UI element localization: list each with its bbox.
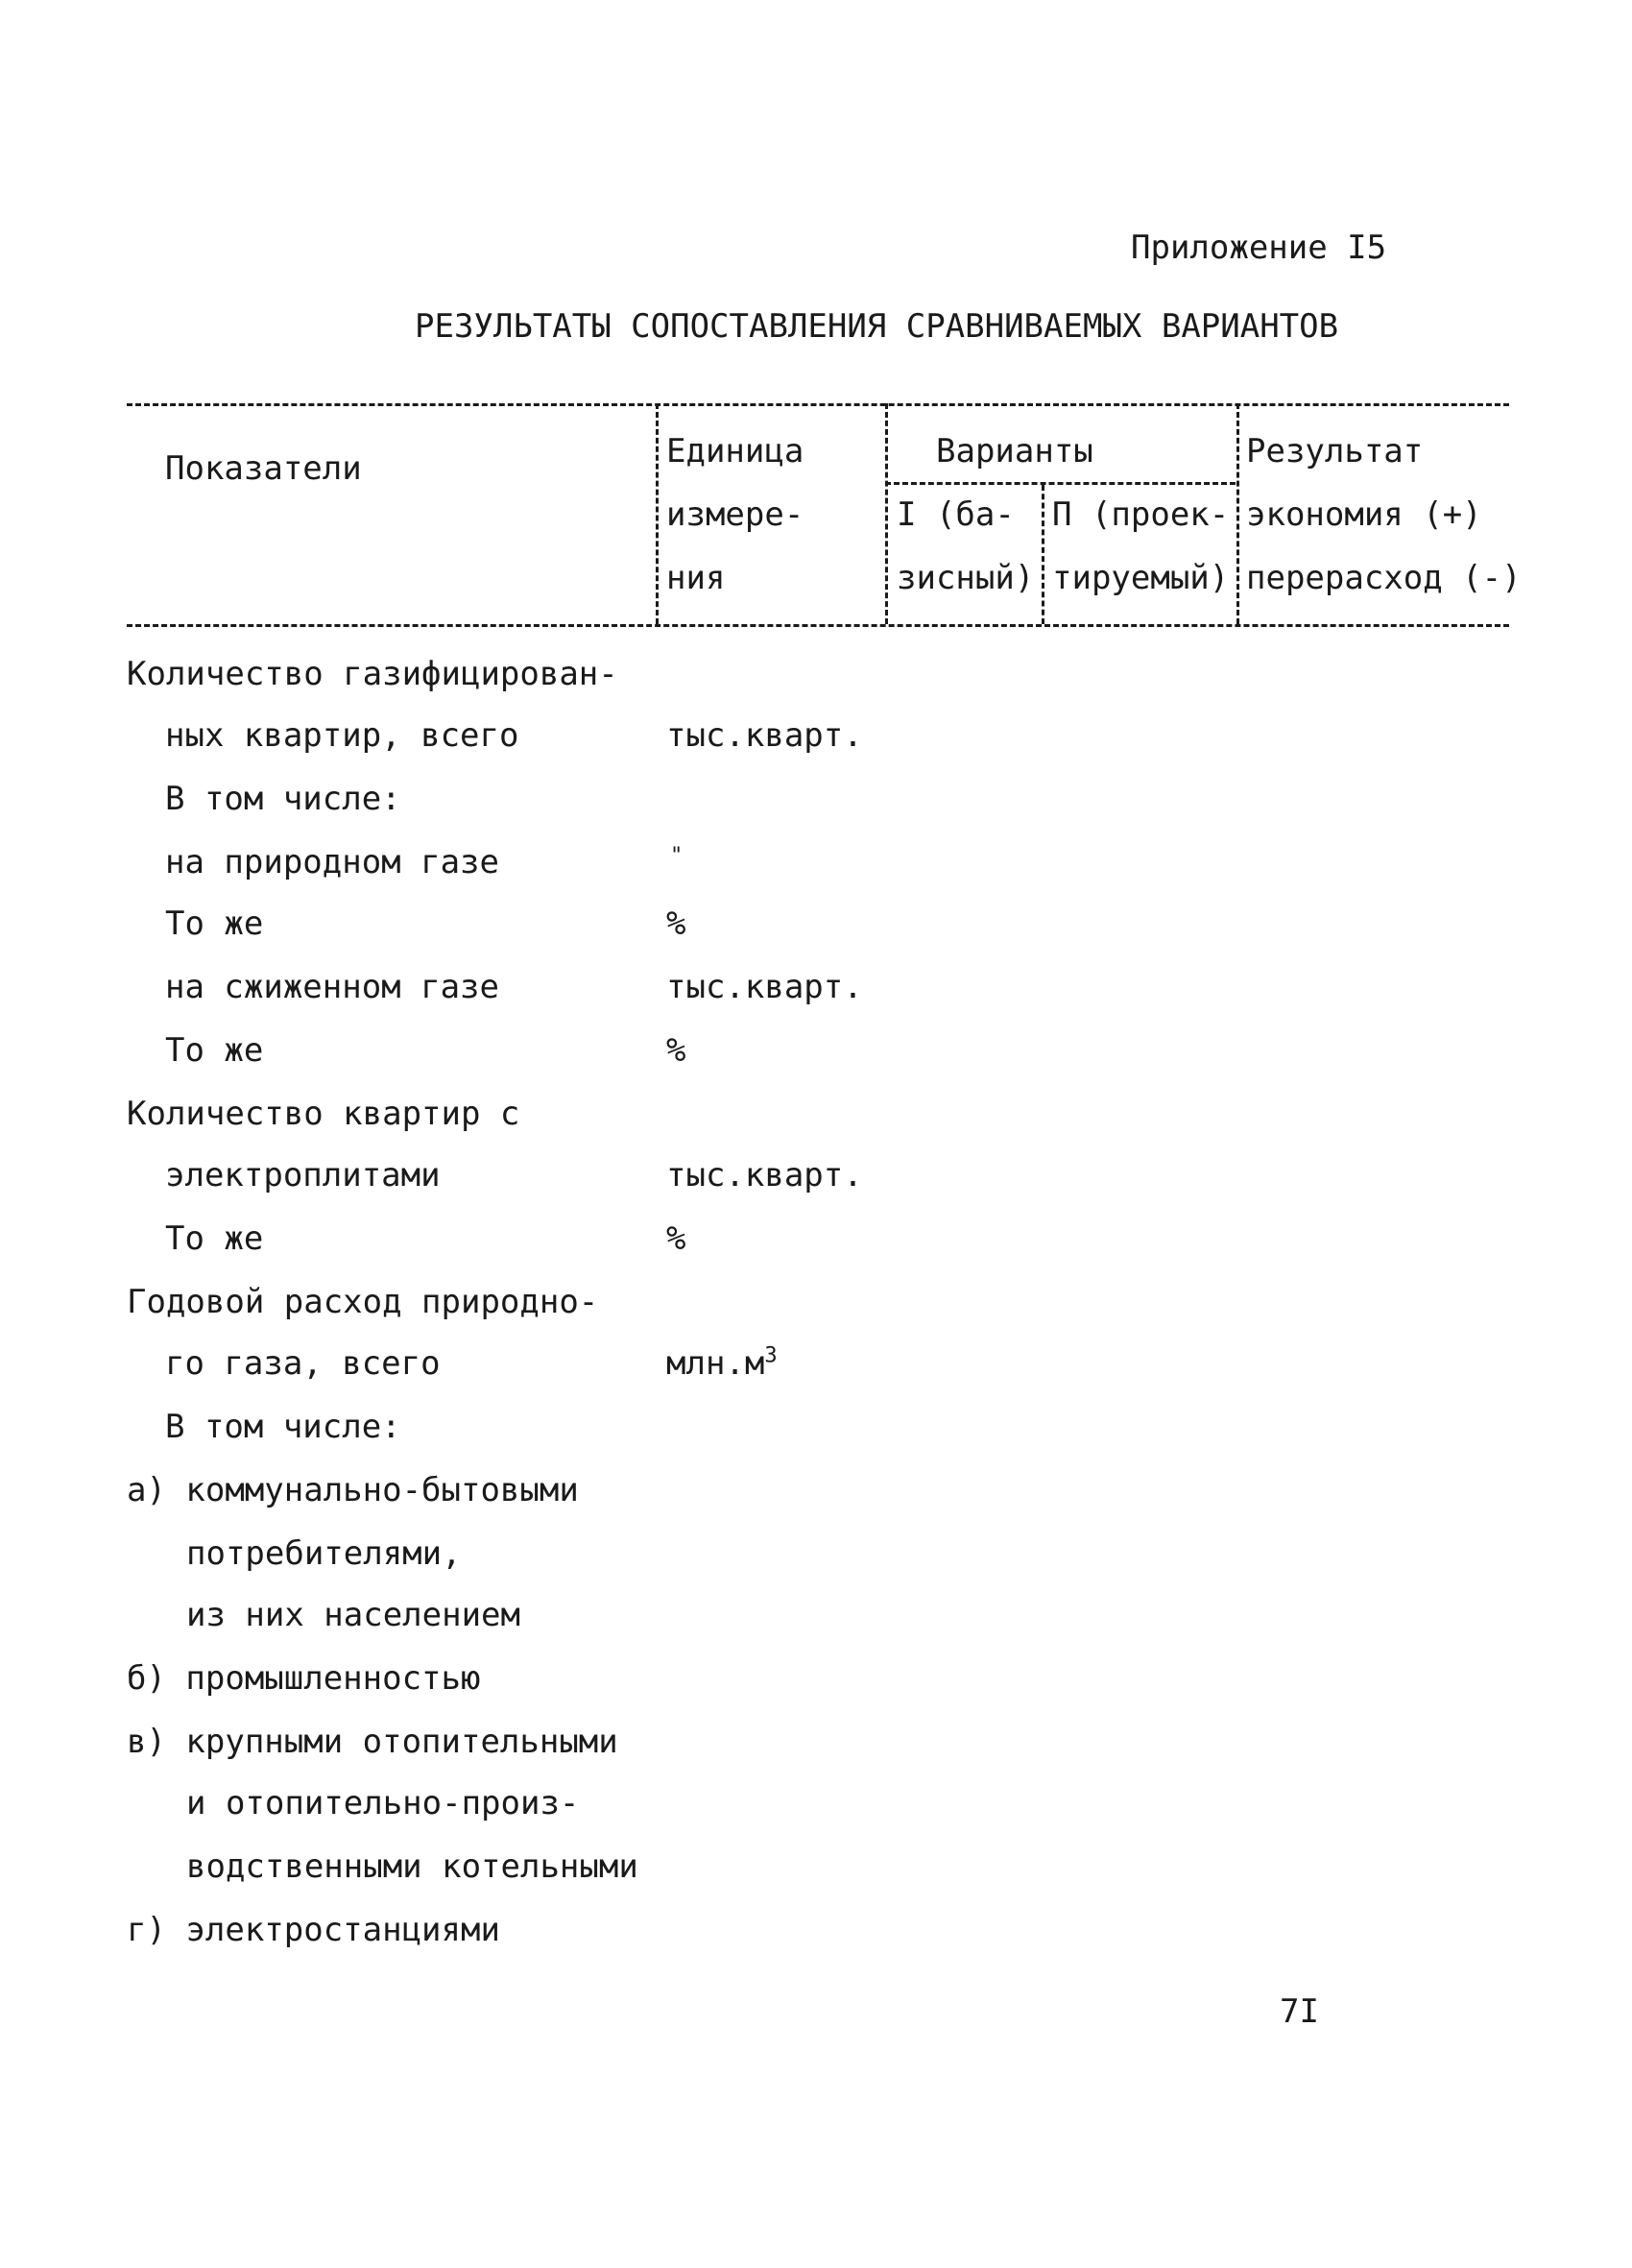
header-indicators: Показатели (165, 449, 362, 488)
row-label: электроплитами (165, 1156, 441, 1194)
header-variant1-line1: I (ба- (897, 495, 1015, 534)
header-variant2-line2: тируемый) (1052, 559, 1230, 597)
header-variants: Варианты (936, 432, 1093, 470)
col-sep-1 (656, 403, 659, 624)
appendix-label: Приложение I5 (1131, 229, 1387, 267)
header-unit-line1: Единица (666, 432, 804, 470)
row-label: Годовой расход природно- (127, 1283, 599, 1321)
row-unit: тыс.кварт. (666, 1156, 863, 1194)
row-label: из них населением (186, 1596, 520, 1634)
row-unit-with-sup (666, 1344, 778, 1383)
table-top-rule (127, 403, 1509, 406)
row-label: ных квартир, всего (165, 716, 519, 755)
variants-sub-rule (885, 482, 1236, 485)
row-label: водственными котельными (186, 1847, 638, 1886)
header-result-line2: экономия (+) (1246, 495, 1482, 534)
row-unit: млн.м (666, 1344, 765, 1383)
row-label: б) промышленностью (127, 1659, 481, 1698)
row-label: в) крупными отопительными (127, 1723, 618, 1761)
col-sep-3 (1042, 485, 1044, 624)
row-unit: тыс.кварт. (666, 716, 863, 755)
row-label: а) коммунально-бытовыми (127, 1471, 579, 1509)
row-label: В том числе: (165, 780, 401, 818)
header-variant1-line2: зисный) (897, 559, 1035, 597)
row-unit: " (670, 844, 684, 868)
row-unit: % (666, 905, 686, 943)
page-title: РЕЗУЛЬТАТЫ СОПОСТАВЛЕНИЯ СРАВНИВАЕМЫХ ВАРИАНТОВ (415, 307, 1339, 346)
col-sep-2 (885, 403, 888, 624)
row-unit: % (666, 1031, 686, 1070)
row-label: То же (165, 1031, 264, 1070)
header-result-line1: Результат (1246, 432, 1424, 470)
row-label: го газа, всего (165, 1344, 441, 1383)
header-unit-line2: измере- (666, 495, 804, 534)
row-label: То же (165, 905, 264, 943)
header-result-line3: перерасход (-) (1246, 559, 1522, 597)
row-unit: тыс.кварт. (666, 968, 863, 1006)
table-header-bottom-rule (127, 624, 1509, 627)
header-variant2-line1: П (проек- (1052, 495, 1230, 534)
row-label: То же (165, 1219, 264, 1258)
row-label: В том числе: (165, 1408, 401, 1446)
page-number: 7I (1280, 1992, 1319, 2031)
row-label: потребителями, (186, 1534, 462, 1573)
unit-superscript: 3 (764, 1343, 778, 1368)
col-sep-4 (1236, 403, 1239, 624)
row-label: Количество газифицирован- (127, 655, 618, 693)
header-unit-line3: ния (666, 559, 726, 597)
row-unit: % (666, 1219, 686, 1258)
row-label: Количество квартир с (127, 1095, 520, 1133)
row-label: на природном газе (165, 843, 499, 881)
row-label: г) электростанциями (127, 1911, 500, 1949)
row-label: на сжиженном газе (165, 968, 499, 1006)
row-label: и отопительно-произ- (186, 1784, 580, 1822)
